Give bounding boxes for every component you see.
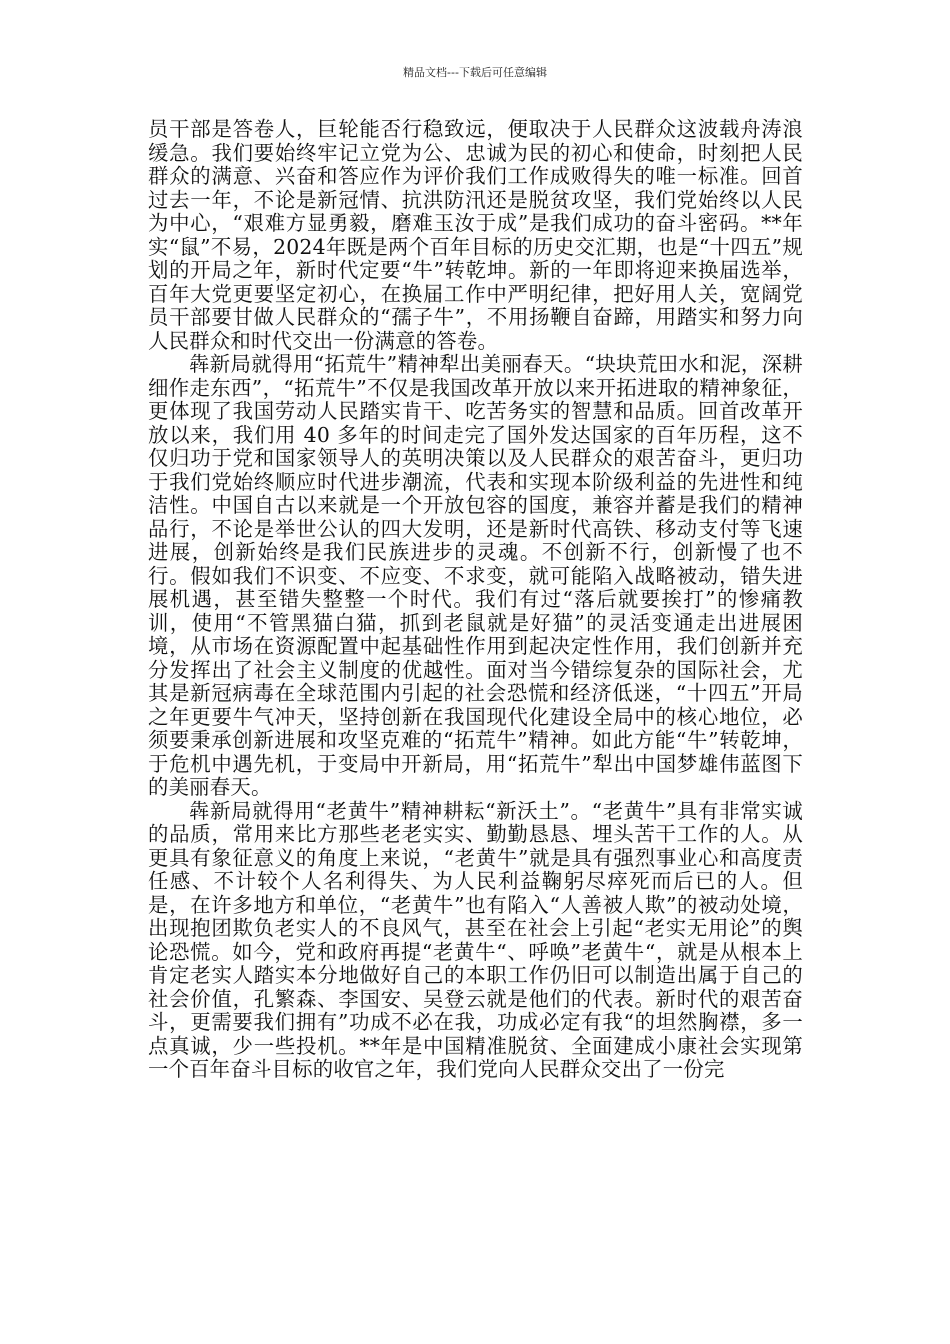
page-header: 精品文档---下载后可任意编辑 <box>403 66 547 79</box>
document-body <box>148 118 803 1082</box>
paragraph-2: 犇新局就得用“拓荒牛”精神犁出美丽春天。“块块荒田水和泥，深耕细作走东西”，“拓荒牛”不仅是我国改革开放以来开拓进取的精神象征，更体现了我国劳动人民踏实肯干、吃苦务实的智慧和品质。回首改革开放以来，我们用 40 多年的时间走完了国外发达国家的百年历程，这不仅归功于党和国家领导人的英明决策以及人民群众的艰苦奋斗，更归功于我们党始终顺应时代进步潮流，代表和实现本阶级利益的先进性和纯洁性。中国自古以来就是一个开放包容的国度，兼容并蓄是我们的精神品行，不论是举世公认的四大发明，还是新时代高铁、移动支付等飞速进展，创新始终是我们民族进步的灵魂。不创新不行，创新慢了也不行。假如我们不识变、不应变、不求变，就可能陷入战略被动，错失进展机遇，甚至错失整整一个时代。我们有过“落后就要挨打”的惨痛教训，使用“不管黑猫白猫，抓到老鼠就是好猫”的灵活变通走出进展困境，从市场在资源配置中起基础性作用到起决定性作用，我们创新并充分发挥出了社会主义制度的优越性。面对当今错综复杂的国际社会，尤其是新冠病毒在全球范围内引起的社会恐慌和经济低迷，“十四五”开局之年更要牛气冲天，坚持创新在我国现代化建设全局中的核心地位，必须要秉承创新进展和攻坚克难的“拓荒牛”精神。如此方能“牛”转乾坤，于危机中遇先机，于变局中开新局，用“拓荒牛”犁出中国梦雄伟蓝图下的美丽春天。 <box>148 352 803 799</box>
paragraph-3: 犇新局就得用“老黄牛”精神耕耘“新沃土”。“老黄牛”具有非常实诚的品质，常用来比方那些老老实实、勤勤恳恳、埋头苦干工作的人。从更具有象征意义的角度上来说，“老黄牛”就是具有强烈事业心和高度责任感、不计较个人名利得失、为人民利益鞠躬尽瘁死而后已的人。但是，在许多地方和单位，“老黄牛”也有陷入“人善被人欺”的被动处境，出现抱团欺负老实人的不良风气，甚至在社会上引起“老实无用论”的舆论恐慌。如今，党和政府再提“老黄牛“、呼唤”老黄牛“，就是从根本上肯定老实人踏实本分地做好自己的本职工作仍旧可以制造出属于自己的社会价值，孔繁森、李国安、吴登云就是他们的代表。新时代的艰苦奋斗，更需要我们拥有”功成不必在我，功成必定有我“的坦然胸襟，多一点真诚，少一些投机。**年是中国精准脱贫、全面建成小康社会实现第一个百年奋斗目标的收官之年，我们党向人民群众交出了一份完 <box>148 798 803 1081</box>
paragraph-1: 员干部是答卷人，巨轮能否行稳致远，便取决于人民群众这波载舟涛浪缓急。我们要始终牢记立党为公、忠诚为民的初心和使命，时刻把人民群众的满意、兴奋和答应作为评价我们工作成败得失的唯一标准。回首过去一年，不论是新冠情、抗洪防汛还是脱贫攻坚，我们党始终以人民为中心，“艰难方显勇毅，磨难玉汝于成”是我们成功的奋斗密码。**年实“鼠”不易，2024年既是两个百年目标的历史交汇期，也是“十四五”规划的开局之年，新时代定要“牛”转乾坤。新的一年即将迎来换届选举，百年大党更要坚定初心，在换届工作中严明纪律，把好用人关，宽阔党员干部要甘做人民群众的“孺子牛”，不用扬鞭自奋蹄，用踏实和努力向人民群众和时代交出一份满意的答卷。 <box>148 117 803 353</box>
